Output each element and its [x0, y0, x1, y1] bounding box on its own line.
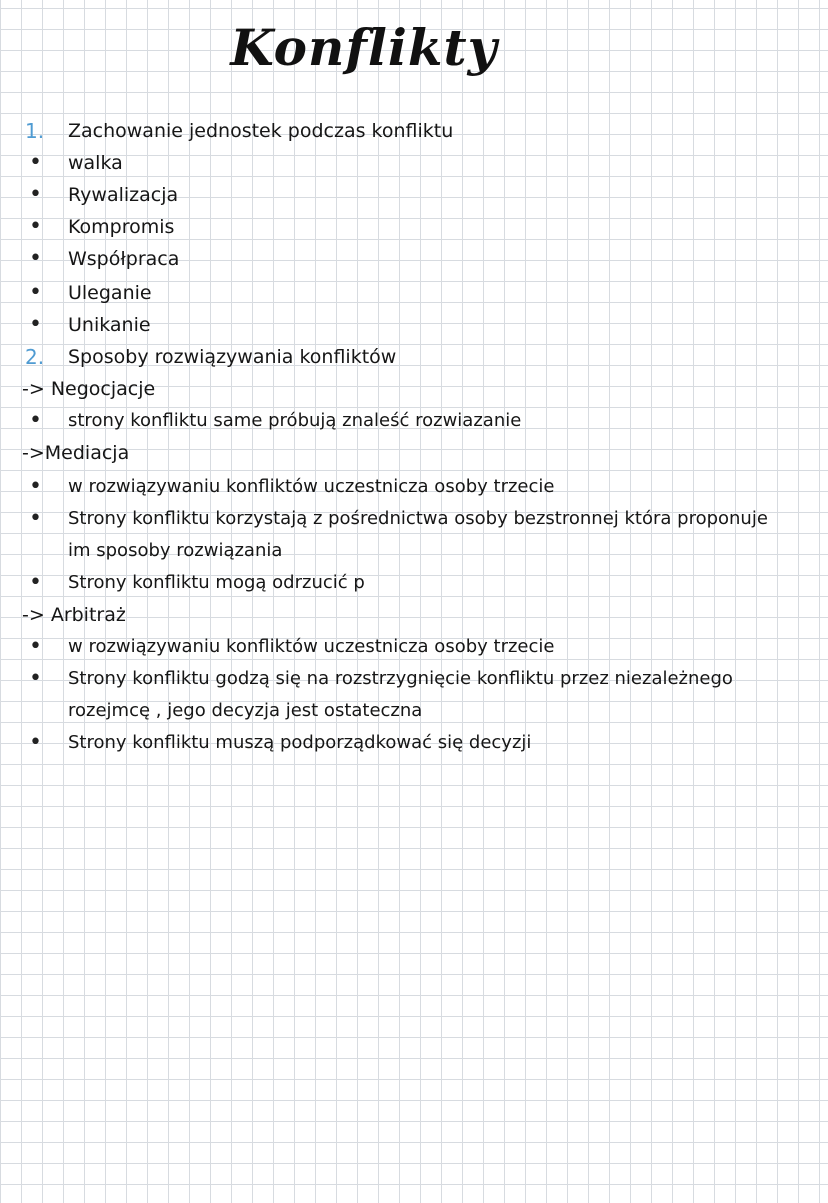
list-item-text: walka — [68, 152, 123, 174]
subheading-mediacja: ->Mediacja — [22, 442, 130, 464]
section-number: 2. — [25, 345, 45, 369]
bullet-icon: • — [29, 666, 42, 691]
bullet-icon: • — [29, 634, 42, 659]
list-item-text: w rozwiązywaniu konfliktów uczestnicza osoby trzecie — [68, 636, 555, 657]
list-item-text: Rywalizacja — [68, 184, 179, 206]
page-title: Konflikty — [230, 18, 498, 77]
list-item-text: Strony konfliktu godzą się na rozstrzygnięcie konfliktu przez niezależnego — [68, 668, 733, 689]
list-item-text: Kompromis — [68, 216, 175, 238]
bullet-icon: • — [29, 474, 42, 499]
bullet-icon: • — [29, 730, 42, 755]
list-item-text: w rozwiązywaniu konfliktów uczestnicza osoby trzecie — [68, 476, 555, 497]
bullet-icon: • — [29, 312, 42, 337]
bullet-icon: • — [29, 280, 42, 305]
list-item-text: strony konfliktu same próbują znaleść rozwiazanie — [68, 410, 522, 431]
bullet-icon: • — [29, 570, 42, 595]
list-item-text: Unikanie — [68, 314, 151, 336]
section-number: 1. — [25, 119, 45, 143]
list-item-text: rozejmcę , jego decyzja jest ostateczna — [68, 700, 423, 721]
list-item-text: Strony konfliktu mogą odrzucić p — [68, 572, 365, 593]
subheading-arbitraz: -> Arbitraż — [22, 604, 126, 626]
list-item-text: Strony konfliktu korzystają z pośrednictwa osoby bezstronnej która proponuje — [68, 508, 768, 529]
list-item-text: Uleganie — [68, 282, 152, 304]
bullet-icon: • — [29, 408, 42, 433]
bullet-icon: • — [29, 150, 42, 175]
bullet-icon: • — [29, 182, 42, 207]
subheading-negocjacje: -> Negocjacje — [22, 378, 156, 400]
list-item-text: Współpraca — [68, 248, 180, 270]
bullet-icon: • — [29, 214, 42, 239]
list-item-text: im sposoby rozwiązania — [68, 540, 283, 561]
bullet-icon: • — [29, 246, 42, 271]
heading-text: Zachowanie jednostek podczas konfliktu — [68, 120, 454, 142]
bullet-icon: • — [29, 506, 42, 531]
list-item-text: Strony konfliktu muszą podporządkować się decyzji — [68, 732, 532, 753]
heading-text: Sposoby rozwiązywania konfliktów — [68, 346, 397, 368]
